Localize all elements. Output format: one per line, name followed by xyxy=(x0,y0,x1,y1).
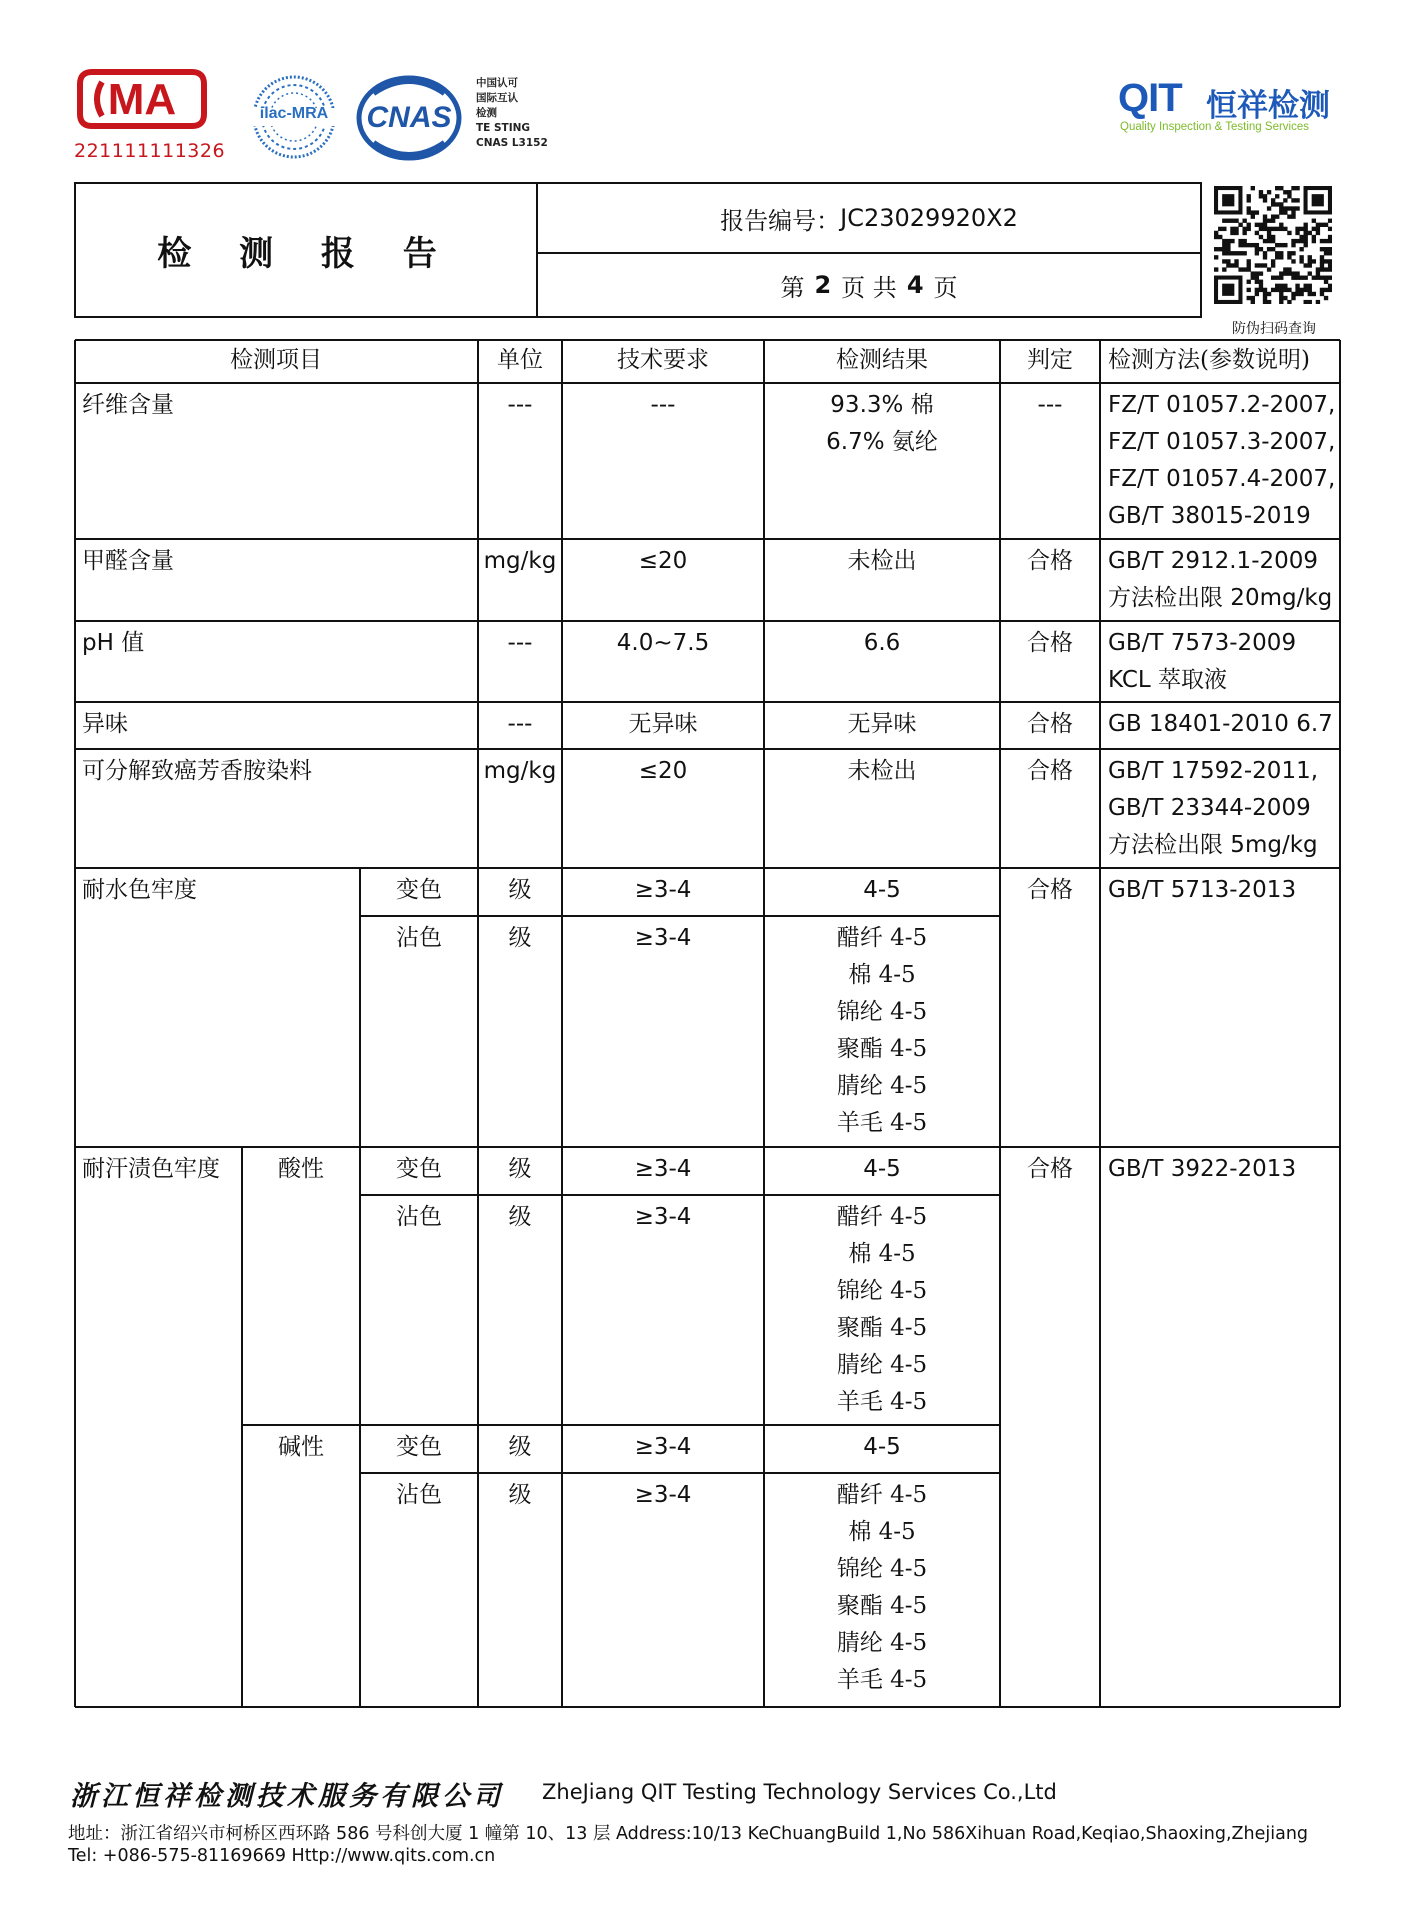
stain-result: 聚酯 4-5 xyxy=(836,1036,928,1062)
qit-logo xyxy=(1118,76,1338,136)
row-fiber-method: GB/T 38015-2019 xyxy=(1108,503,1311,529)
company-address: 地址：浙江省绍兴市柯桥区西环路 586 号科创大厦 1 幢第 10、13 层 Address:10/13 KeChuangBuild 1,No 586Xihuan Road,Keqiao,Shaoxing,Zhejiang xyxy=(68,1824,1309,1844)
row-sweat-item: 耐汗渍色牢度 xyxy=(82,1156,220,1182)
header-judgement: 判定 xyxy=(1027,347,1073,373)
cnas-text xyxy=(476,76,548,151)
row-azo-method: 方法检出限 5mg/kg xyxy=(1108,832,1318,858)
row-sweat-alkali-stain-requirement: ≥3-4 xyxy=(634,1482,692,1508)
row-sweat-judgement: 合格 xyxy=(1027,1156,1073,1182)
row-azo-requirement: ≤20 xyxy=(638,758,688,784)
row-ph-result: 6.6 xyxy=(863,630,901,656)
row-sweat-acid-change-label: 变色 xyxy=(396,1156,442,1182)
row-sweat-alkali-change-result: 4-5 xyxy=(863,1434,901,1460)
qr-code-icon xyxy=(1214,186,1332,304)
row-water-change-unit: 级 xyxy=(508,877,532,903)
row-sweat-acid-change-unit: 级 xyxy=(508,1156,532,1182)
cnas-text-line: 国际互认 xyxy=(476,92,518,104)
row-water-change-requirement: ≥3-4 xyxy=(634,877,692,903)
row-fiber-unit: --- xyxy=(507,392,533,418)
row-azo-method: GB/T 17592-2011, xyxy=(1108,758,1319,784)
row-azo-unit: mg/kg xyxy=(483,758,557,784)
row-water-item: 耐水色牢度 xyxy=(82,877,197,903)
row-formaldehyde-judgement: 合格 xyxy=(1027,548,1073,574)
row-sweat-acid-stain-unit: 级 xyxy=(508,1204,532,1230)
cnas-text-line: 中国认可 xyxy=(476,77,518,89)
page-current: 2 xyxy=(814,271,832,299)
row-azo-method: GB/T 23344-2009 xyxy=(1108,795,1311,821)
ilac-mra-logo xyxy=(248,72,340,162)
row-ph-requirement: 4.0~7.5 xyxy=(616,630,710,656)
row-sweat-acid-change-result: 4-5 xyxy=(863,1156,901,1182)
header-result: 检测结果 xyxy=(836,347,928,373)
row-sweat-alkali-stain-label: 沾色 xyxy=(396,1482,442,1508)
qit-logo-name: 恒祥检测 xyxy=(1206,88,1330,124)
stain-result: 醋纤 4-5 xyxy=(836,925,928,951)
company-contact: Tel: +086-575-81169669 Http://www.qits.com.cn xyxy=(68,1846,496,1866)
row-formaldehyde-method: 方法检出限 20mg/kg xyxy=(1108,585,1333,611)
row-water-change-label: 变色 xyxy=(396,877,442,903)
row-fiber-method: FZ/T 01057.2-2007, xyxy=(1108,392,1336,418)
qr-caption: 防伪扫码查询 xyxy=(1232,321,1316,337)
ilac-mra-label: ilac-MRA xyxy=(259,105,329,122)
row-water-judgement: 合格 xyxy=(1027,877,1073,903)
cnas-text-line: 检测 xyxy=(476,107,497,119)
report-number-label: 报告编号： xyxy=(720,206,841,235)
title-block xyxy=(74,182,1202,318)
stain-result: 腈纶 4-5 xyxy=(836,1630,928,1656)
header-unit: 单位 xyxy=(497,347,543,373)
report-number-value: JC23029920X2 xyxy=(840,204,1018,232)
cnas-label: CNAS xyxy=(366,101,452,134)
page-indicator xyxy=(538,254,1200,316)
stain-result: 腈纶 4-5 xyxy=(836,1352,928,1378)
row-sweat-alkali-stain-unit: 级 xyxy=(508,1482,532,1508)
stain-result: 醋纤 4-5 xyxy=(836,1204,928,1230)
company-name-en: ZheJiang QIT Testing Technology Services Co.,Ltd xyxy=(542,1780,1057,1804)
page-suffix: 页 xyxy=(933,273,958,302)
stain-result: 锦纶 4-5 xyxy=(836,1278,928,1304)
row-ph-judgement: 合格 xyxy=(1027,630,1073,656)
row-odor-result: 无异味 xyxy=(847,711,917,737)
cnas-logo xyxy=(354,74,464,162)
row-ph-method: GB/T 7573-2009 xyxy=(1108,630,1297,656)
header-method: 检测方法(参数说明) xyxy=(1108,347,1310,373)
row-fiber-judgement: --- xyxy=(1037,392,1063,418)
row-water-stain-unit: 级 xyxy=(508,925,532,951)
row-azo-judgement: 合格 xyxy=(1027,758,1073,784)
cnas-text-line: TE STING xyxy=(476,122,531,134)
row-water-method: GB/T 5713-2013 xyxy=(1108,877,1297,903)
row-sweat-acid-stain-label: 沾色 xyxy=(396,1204,442,1230)
row-sweat-alkali-change-unit: 级 xyxy=(508,1434,532,1460)
row-fiber-method: FZ/T 01057.3-2007, xyxy=(1108,429,1336,455)
row-odor-judgement: 合格 xyxy=(1027,711,1073,737)
row-ph-method: KCL 萃取液 xyxy=(1108,667,1228,693)
header-requirement: 技术要求 xyxy=(617,347,709,373)
page-prefix: 第 xyxy=(780,273,805,302)
row-sweat-alkali-change-requirement: ≥3-4 xyxy=(634,1434,692,1460)
stain-result: 醋纤 4-5 xyxy=(836,1482,928,1508)
results-table xyxy=(74,339,1342,1709)
cnas-text-line: CNAS L3152 xyxy=(476,137,548,149)
row-sweat-acid-stain-requirement: ≥3-4 xyxy=(634,1204,692,1230)
row-fiber-item: 纤维含量 xyxy=(82,392,174,418)
stain-result: 锦纶 4-5 xyxy=(836,1556,928,1582)
row-ph-item: pH 值 xyxy=(82,630,145,656)
row-sweat-acid-change-requirement: ≥3-4 xyxy=(634,1156,692,1182)
stain-result: 锦纶 4-5 xyxy=(836,999,928,1025)
row-sweat-alkali-change-label: 变色 xyxy=(396,1434,442,1460)
row-sweat-acid-label: 酸性 xyxy=(278,1156,324,1182)
stain-result: 棉 4-5 xyxy=(848,1519,916,1545)
qit-tagline: Quality Inspection & Testing Services xyxy=(1120,121,1309,133)
stain-result: 聚酯 4-5 xyxy=(836,1315,928,1341)
stain-result: 羊毛 4-5 xyxy=(836,1110,928,1136)
stain-result: 羊毛 4-5 xyxy=(836,1389,928,1415)
row-formaldehyde-requirement: ≤20 xyxy=(638,548,688,574)
header-item: 检测项目 xyxy=(230,347,322,373)
row-azo-result: 未检出 xyxy=(847,758,917,784)
svg-text:MA: MA xyxy=(107,75,177,124)
cma-logo xyxy=(76,66,208,132)
row-formaldehyde-result: 未检出 xyxy=(847,548,917,574)
stain-result: 腈纶 4-5 xyxy=(836,1073,928,1099)
row-water-stain-requirement: ≥3-4 xyxy=(634,925,692,951)
row-sweat-method: GB/T 3922-2013 xyxy=(1108,1156,1297,1182)
stain-result: 棉 4-5 xyxy=(848,962,916,988)
row-odor-requirement: 无异味 xyxy=(628,711,698,737)
row-fiber-method: FZ/T 01057.4-2007, xyxy=(1108,466,1336,492)
row-fiber-requirement: --- xyxy=(650,392,676,418)
cma-logo-icon xyxy=(76,66,208,132)
row-sweat-alkali-label: 碱性 xyxy=(278,1434,324,1460)
company-name-cn: 浙江恒祥检测技术服务有限公司 xyxy=(70,1781,504,1812)
cma-number: 221111111326 xyxy=(74,140,226,162)
row-odor-method: GB 18401-2010 6.7 xyxy=(1108,711,1333,737)
page-total: 4 xyxy=(906,271,924,299)
row-azo-item: 可分解致癌芳香胺染料 xyxy=(82,758,312,784)
row-ph-unit: --- xyxy=(507,630,533,656)
report-title: 检 测 报 告 xyxy=(157,233,455,274)
row-odor-item: 异味 xyxy=(82,711,128,737)
qr-code[interactable] xyxy=(1214,186,1332,304)
row-formaldehyde-item: 甲醛含量 xyxy=(82,548,174,574)
stain-result: 聚酯 4-5 xyxy=(836,1593,928,1619)
stain-result: 羊毛 4-5 xyxy=(836,1667,928,1693)
row-formaldehyde-unit: mg/kg xyxy=(483,548,557,574)
page-mid: 页 共 xyxy=(841,273,897,302)
qit-logo-mark: QIT xyxy=(1118,76,1182,120)
stain-result: 棉 4-5 xyxy=(848,1241,916,1267)
row-fiber-result: 6.7% 氨纶 xyxy=(826,429,938,455)
row-odor-unit: --- xyxy=(507,711,533,737)
row-fiber-result: 93.3% 棉 xyxy=(830,392,934,418)
row-water-change-result: 4-5 xyxy=(863,877,901,903)
report-number xyxy=(538,184,1200,252)
row-formaldehyde-method: GB/T 2912.1-2009 xyxy=(1108,548,1319,574)
row-water-stain-label: 沾色 xyxy=(396,925,442,951)
